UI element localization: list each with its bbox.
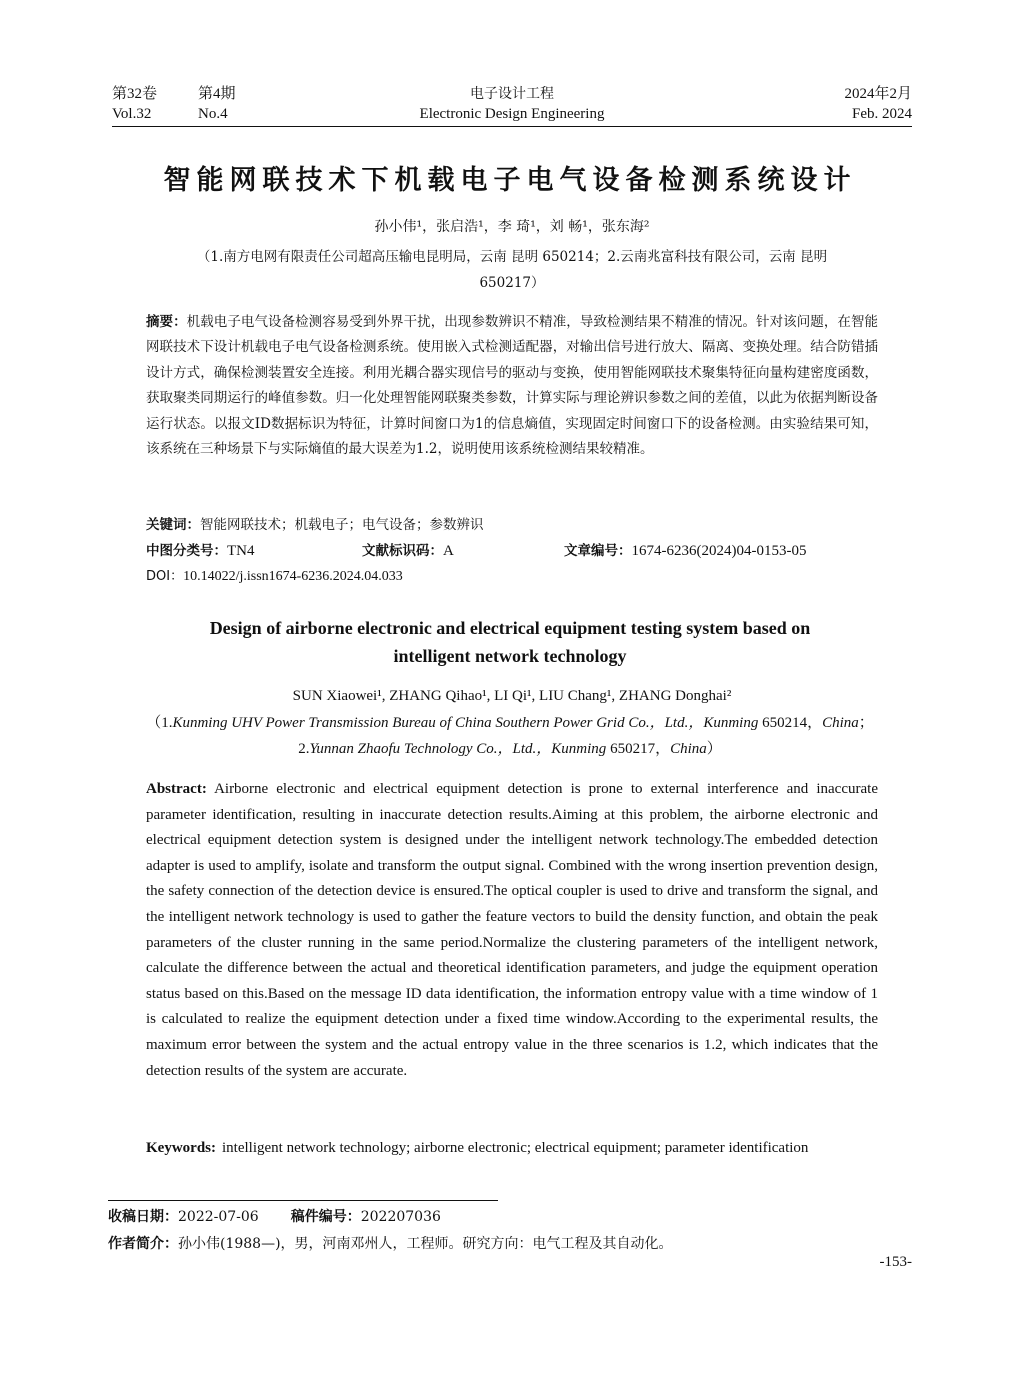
clc-value: TN4 bbox=[227, 543, 255, 559]
doi-line bbox=[146, 566, 878, 588]
volume-cn: 第32卷 bbox=[112, 86, 158, 102]
affil-en-part: ） bbox=[706, 741, 722, 757]
affil-en-part: （1. bbox=[146, 715, 173, 731]
author-bio-value: 孙小伟(1988—)，男，河南邓州人，工程师。研究方向：电气工程及其自动化。 bbox=[178, 1236, 673, 1252]
volume-en: Vol.32 bbox=[112, 106, 152, 122]
abstract-cn bbox=[146, 310, 878, 462]
affil-en-part: ；2. bbox=[298, 715, 874, 757]
authors-en: SUN Xiaowei¹, ZHANG Qihao¹, LI Qi¹, LIU Chang¹, ZHANG Donghai² bbox=[292, 688, 732, 704]
paper-title-en bbox=[130, 614, 890, 670]
authors-cn: 孙小伟¹，张启浩¹，李 琦¹，刘 畅¹，张东海² bbox=[374, 219, 650, 235]
abstract-cn-label: 摘要： bbox=[146, 314, 187, 330]
footnote-author-bio bbox=[108, 1234, 673, 1254]
affiliation-cn-line-1: （1.南方电网有限责任公司超高压输电昆明局，云南 昆明 650214；2.云南兆富科技有限公司，云南 昆明 bbox=[196, 249, 828, 265]
affiliation-cn-line-2: 650217） bbox=[479, 275, 545, 291]
date-en: Feb. 2024 bbox=[852, 106, 912, 122]
doi-label: DOI： bbox=[146, 569, 184, 584]
footnote-rule bbox=[108, 1200, 498, 1201]
article-number bbox=[564, 540, 806, 562]
author-bio-label: 作者简介： bbox=[108, 1236, 178, 1252]
received-label: 收稿日期： bbox=[108, 1209, 178, 1225]
affil-en-country-1: China bbox=[822, 715, 859, 731]
article-number-value: 1674-6236(2024)04-0153-05 bbox=[631, 543, 807, 559]
journal-name bbox=[112, 84, 912, 124]
issue-cn: 第4期 bbox=[198, 86, 236, 102]
keywords-en bbox=[146, 1136, 878, 1162]
manuscript-value: 202207036 bbox=[360, 1209, 441, 1225]
issue-en: No.4 bbox=[198, 106, 228, 122]
keywords-cn bbox=[146, 514, 878, 536]
abstract-cn-text: 机载电子电气设备检测容易受到外界干扰，出现参数辨识不精准，导致检测结果不精准的情况。针对该问题，在智能网联技术下设计机载电子电气设备检测系统。使用嵌入式检测适配器，对输出信号进行放大、隔离、变换处理。结合防错插设计方式，确保检测装置安全连接。利用光耦合器实现信号的驱动与变换，使用智能网联技术聚集特征向量构建密度函数，获取聚类同期运行的峰值参数。归一化处理智能网联聚类参数，计算实际与理论辨识参数之间的差值，以此为依据判断设备运行状态。以报文ID数据标识为特征，计算时间窗口为1的信息熵值，实现固定时间窗口下的设备检测。由实验结果可知，该系统在三种场景下与实际熵值的最大误差为1.2，说明使用该系统检测结果较精准。 bbox=[146, 314, 879, 458]
title-en-line-1: Design of airborne electronic and electrical equipment testing system based on bbox=[209, 618, 811, 638]
affiliation-cn bbox=[112, 244, 912, 296]
keywords-cn-label: 关键词： bbox=[146, 517, 200, 533]
received-value: 2022-07-06 bbox=[178, 1209, 259, 1225]
clc-label: 中图分类号： bbox=[146, 543, 227, 559]
manuscript-label: 稿件编号： bbox=[290, 1209, 361, 1225]
title-en-line-2: intelligent network technology bbox=[393, 646, 627, 666]
affil-en-country-2: China bbox=[670, 741, 707, 757]
clc-number bbox=[146, 540, 255, 562]
doi-value: 10.14022/j.issn1674-6236.2024.04.033 bbox=[183, 569, 403, 584]
journal-name-cn: 电子设计工程 bbox=[470, 86, 554, 102]
doc-code-label: 文献标识码： bbox=[362, 543, 443, 559]
keywords-cn-text: 智能网联技术；机载电子；电气设备；参数辨识 bbox=[200, 517, 484, 533]
journal-name-en: Electronic Design Engineering bbox=[419, 106, 605, 122]
abstract-en bbox=[146, 777, 878, 1084]
affil-en-part: 650217， bbox=[606, 741, 671, 757]
abstract-en-text: Airborne electronic and electrical equipment detection is prone to external interference and inaccurate parameter identification, resulting in inaccurate detection results.Aiming at this problem, the airborne electronic and electrical equipment detection system is designed under the intelligent network technology.The embedded detection adapter is used to amplify, isolate and transform the output signal. Combined with the wrong insertion prevention design, the safety connection of the detection device is ensured.The optical coupler is used to drive and transform the signal, and the intelligent network technology is used to gather the feature vectors to build the density function, and obtain the peak parameters of the cluster running in the same period.Normalize the clustering parameters of the intelligent network, calculate the difference between the actual and theoretical identification parameters, and judge the equipment operation status based on this.Based on the message ID data identification, the information entropy value with a time window of 1 is calculated to realize the equipment detection under a fixed time window.According to the experimental results, the maximum error between the system and the actual entropy value in the three scenarios is 1.2, which indicates that the detection results of the system are accurate. bbox=[146, 781, 878, 1079]
footnote-received bbox=[108, 1207, 441, 1227]
affil-en-part: 650214， bbox=[758, 715, 823, 731]
keywords-en-text: intelligent network technology; airborne electronic; electrical equipment; parameter identification bbox=[222, 1140, 809, 1156]
abstract-en-label: Abstract: bbox=[146, 781, 207, 797]
affil-en-institution-1: Kunming UHV Power Transmission Bureau of China Southern Power Grid Co.，Ltd.，Kunming bbox=[172, 715, 759, 731]
affil-en-institution-2: Yunnan Zhaofu Technology Co.，Ltd.，Kunming bbox=[309, 741, 607, 757]
keywords-en-label: Keywords: bbox=[146, 1140, 216, 1156]
affiliation-en bbox=[130, 710, 890, 762]
header-rule bbox=[112, 126, 912, 127]
page-number: -153- bbox=[879, 1254, 912, 1270]
document-code bbox=[362, 540, 454, 562]
paper-title-cn: 智能网联技术下机载电子电气设备检测系统设计 bbox=[163, 165, 857, 196]
date-cn: 2024年2月 bbox=[844, 86, 912, 102]
running-header bbox=[112, 84, 912, 124]
doc-code-value: A bbox=[443, 543, 454, 559]
article-number-label: 文章编号： bbox=[564, 543, 632, 559]
publication-date bbox=[844, 84, 912, 124]
